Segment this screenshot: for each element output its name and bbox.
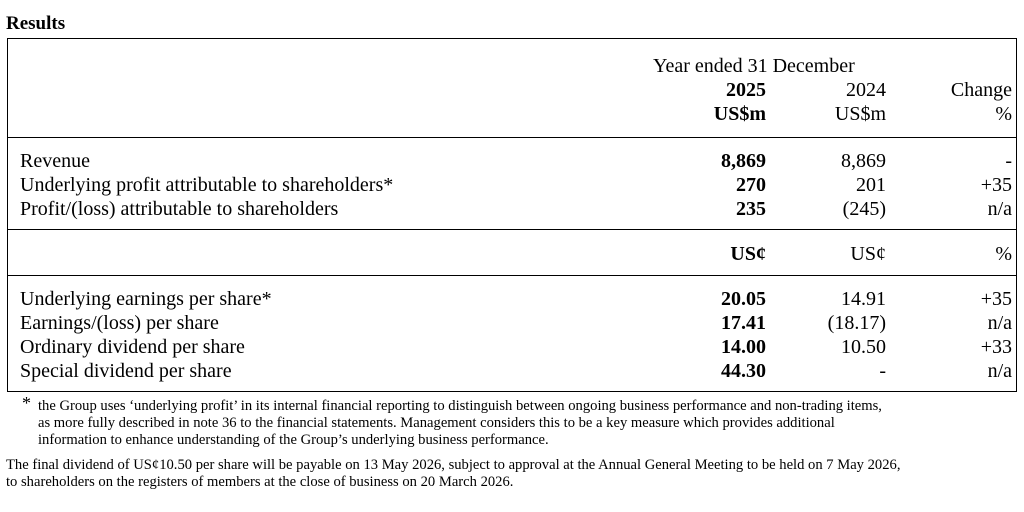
period-header: Year ended 31 December xyxy=(653,55,855,77)
row-prior: 10.50 xyxy=(841,336,886,358)
row-change: n/a xyxy=(987,198,1012,220)
row-label: Revenue xyxy=(20,150,90,172)
row-label: Earnings/(loss) per share xyxy=(20,312,219,334)
unit-change-header: % xyxy=(995,103,1012,125)
divider xyxy=(8,229,1016,230)
note-line: to shareholders on the registers of members at the close of business on 20 March 2026. xyxy=(6,474,514,490)
row-current: 20.05 xyxy=(721,288,766,310)
row-prior: 201 xyxy=(856,174,886,196)
row-change: +33 xyxy=(980,336,1012,358)
footnote-line: information to enhance understanding of the Group’s underlying business performance. xyxy=(38,432,549,448)
subheader-unit-prior: US¢ xyxy=(850,243,886,265)
change-header: Change xyxy=(950,79,1012,101)
results-table xyxy=(7,38,1017,392)
row-current: 17.41 xyxy=(721,312,766,334)
row-change: n/a xyxy=(987,312,1012,334)
row-current: 270 xyxy=(736,174,766,196)
row-change: +35 xyxy=(980,174,1012,196)
unit-prior-header: US$m xyxy=(834,103,886,125)
row-label: Special dividend per share xyxy=(20,360,232,382)
subheader-unit-current: US¢ xyxy=(730,243,766,265)
row-current: 14.00 xyxy=(721,336,766,358)
row-change: +35 xyxy=(980,288,1012,310)
footnote-marker: * xyxy=(22,393,31,413)
row-label: Ordinary dividend per share xyxy=(20,336,245,358)
row-prior: - xyxy=(879,360,886,382)
note-line: The final dividend of US¢10.50 per share will be payable on 13 May 2026, subject to approval at the Annual General Meeting to be held on 7 May 2026, xyxy=(6,457,901,473)
row-prior: 8,869 xyxy=(841,150,886,172)
row-change: n/a xyxy=(987,360,1012,382)
row-prior: 14.91 xyxy=(841,288,886,310)
row-label: Underlying earnings per share* xyxy=(20,288,272,310)
row-change: - xyxy=(1005,150,1012,172)
row-prior: (18.17) xyxy=(827,312,886,334)
row-label: Profit/(loss) attributable to shareholders xyxy=(20,198,339,220)
year-current-header: 2025 xyxy=(726,79,766,101)
row-current: 8,869 xyxy=(721,150,766,172)
subheader-unit-change: % xyxy=(995,243,1012,265)
section-title: Results xyxy=(6,13,66,34)
divider xyxy=(8,137,1016,138)
year-prior-header: 2024 xyxy=(846,79,886,101)
divider xyxy=(8,275,1016,276)
row-current: 44.30 xyxy=(721,360,766,382)
row-current: 235 xyxy=(736,198,766,220)
unit-current-header: US$m xyxy=(713,103,766,125)
row-label: Underlying profit attributable to shareholders* xyxy=(20,174,394,196)
footnote-line: as more fully described in note 36 to the financial statements. Management considers this to be a key measure which provides additional xyxy=(38,415,835,431)
row-prior: (245) xyxy=(842,198,886,220)
footnote-line: the Group uses ‘underlying profit’ in its internal financial reporting to distinguish between ongoing business performance and non-trading items, xyxy=(38,398,882,414)
